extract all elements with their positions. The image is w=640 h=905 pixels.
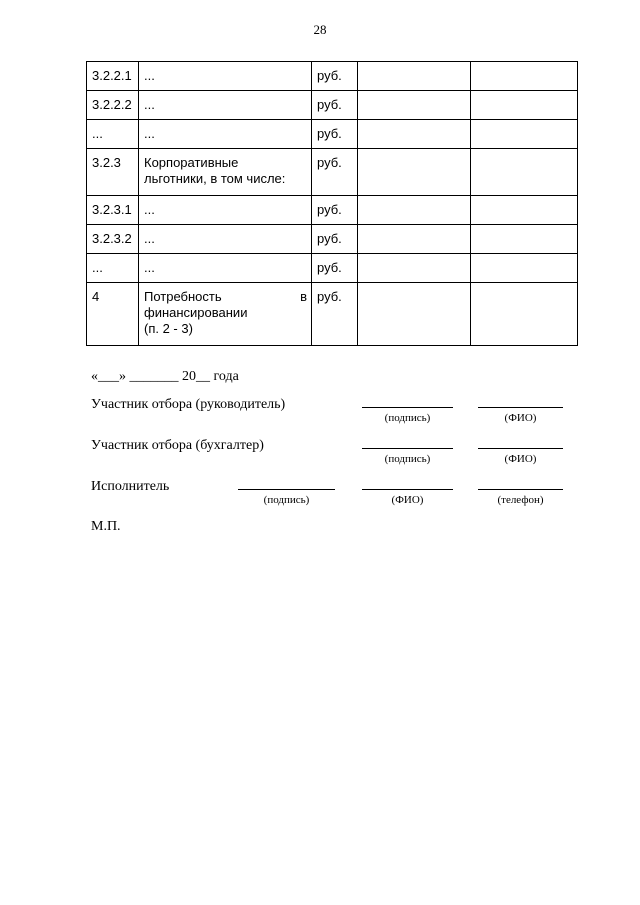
executor-signature-caption: (подпись) [263,494,310,506]
accountant-fio-caption: (ФИО) [504,453,537,465]
row-description [139,149,312,196]
accountant-fio-line [478,448,563,449]
row-unit: руб. [312,225,358,254]
row-unit: руб. [312,254,358,283]
row-value-cell [358,196,471,225]
head-fio-caption: (ФИО) [504,412,537,424]
row-value-cell [358,62,471,91]
row-value-cell [358,254,471,283]
row-value-cell [358,225,471,254]
page-number: 28 [313,22,327,37]
row-description-line: Корпоративные [144,155,239,170]
row-value-cell [471,62,578,91]
executor-signature-line [238,489,335,490]
row-description-line: (п. 2 - 3) [144,321,193,336]
accountant-signature-label: Участник отбора (бухгалтер) [91,438,264,453]
executor-label: Исполнитель [91,479,170,494]
executor-fio-line [362,489,453,490]
table-row [87,225,578,254]
row-value-cell [471,120,578,149]
row-number: 3.2.3 [87,149,139,196]
row-description: ... [139,254,312,283]
table-row [87,254,578,283]
row-description: ... [139,91,312,120]
row-description: ... [139,62,312,91]
row-description: ... [139,225,312,254]
date-line: «___» _______ 20__ года [91,369,239,384]
row-number: 3.2.2.1 [87,62,139,91]
row-value-cell [471,225,578,254]
accountant-signature-line [362,448,453,449]
head-signature-line [362,407,453,408]
row-description: ... [139,196,312,225]
row-number: 3.2.3.2 [87,225,139,254]
row-unit: руб. [312,196,358,225]
row-unit: руб. [312,149,358,196]
row-value-cell [471,196,578,225]
row-value-cell [471,149,578,196]
row-value-cell [358,91,471,120]
row-number: 4 [87,283,139,346]
row-unit: руб. [312,283,358,346]
executor-fio-caption: (ФИО) [391,494,424,506]
row-number: ... [87,254,139,283]
row-description-line: финансировании [144,305,248,320]
head-signature-caption: (подпись) [384,412,431,424]
row-description-line [144,289,307,305]
row-number: ... [87,120,139,149]
row-value-cell [358,149,471,196]
executor-phone-caption: (телефон) [497,494,544,506]
table-row [87,149,578,196]
row-unit: руб. [312,91,358,120]
row-description: ... [139,120,312,149]
table-row [87,283,578,346]
row-number: 3.2.2.2 [87,91,139,120]
row-unit: руб. [312,120,358,149]
executor-phone-line [478,489,563,490]
table-row [87,196,578,225]
table-row [87,62,578,91]
row-value-cell [358,120,471,149]
financing-table [86,61,578,346]
row-value-cell [471,254,578,283]
row-unit: руб. [312,62,358,91]
row-number: 3.2.3.1 [87,196,139,225]
row-description [139,283,312,346]
head-signature-label: Участник отбора (руководитель) [91,397,286,412]
head-fio-line [478,407,563,408]
table-row [87,120,578,149]
row-value-cell [358,283,471,346]
row-description-word: Потребность [144,289,222,304]
row-description-word: в [300,289,307,304]
row-value-cell [471,283,578,346]
accountant-signature-caption: (подпись) [384,453,431,465]
table-row [87,91,578,120]
row-description-line: льготники, в том числе: [144,171,286,186]
stamp-place: М.П. [91,519,121,534]
row-value-cell [471,91,578,120]
